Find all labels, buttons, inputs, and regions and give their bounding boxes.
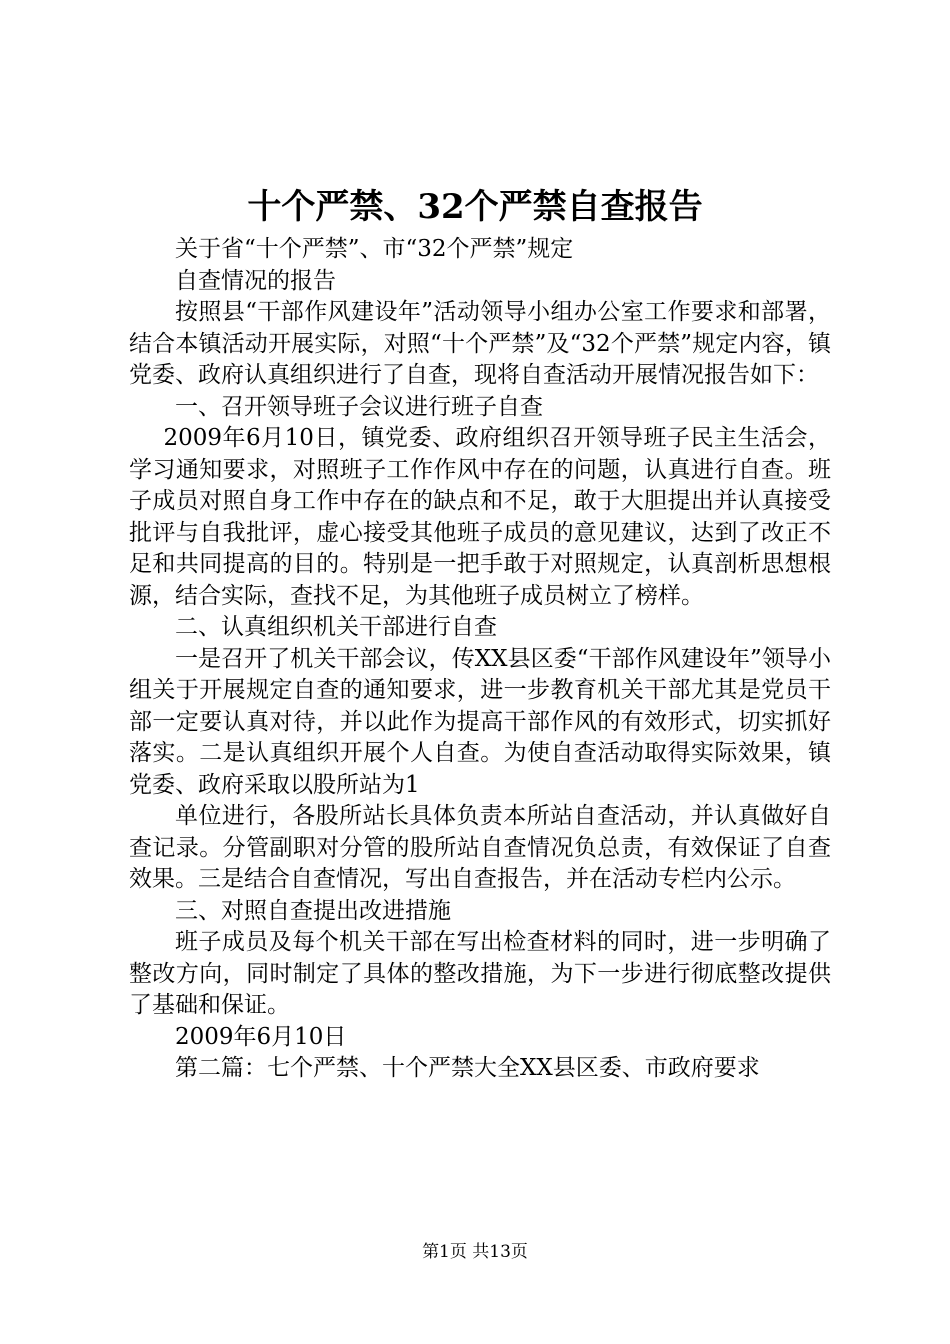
document-title: 十个严禁、32个严禁自查报告 xyxy=(247,187,703,227)
document-body xyxy=(129,234,831,1085)
paragraph-intro: 按照县“干部作风建设年”活动领导小组办公室工作要求和部署，结合本镇活动开展实际，对照“十个严禁”及“32个严禁”规定内容，镇党委、政府认真组织进行了自查，现将自查活动开展情况报告如下： xyxy=(129,299,831,388)
date-line: 2009年6月10日 xyxy=(175,1023,347,1050)
paragraph-subtitle-line-2: 自查情况的报告 xyxy=(175,267,336,294)
paragraph-section-1: 2009年6月10日，镇党委、政府组织召开领导班子民主生活会，学习通知要求，对照班子工作作风中存在的问题，认真进行自查。班子成员对照自身工作中存在的缺点和不足，敢于大胆提出并认真接受批评与自我批评，虚心接受其他班子成员的意见建议，达到了改正不足和共同提高的目的。特别是一把手敢于对照规定，认真剖析思想根源，结合实际，查找不足，为其他班子成员树立了榜样。 xyxy=(129,425,831,609)
paragraph-section-2b: 单位进行，各股所站长具体负责本所站自查活动，并认真做好自查记录。分管副职对分管的股所站自查情况负总责，有效保证了自查效果。三是结合自查情况，写出自查报告，并在活动专栏内公示。 xyxy=(129,803,831,892)
section-heading-2: 二、认真组织机关干部进行自查 xyxy=(175,614,497,640)
section-heading-3: 三、对照自查提出改进措施 xyxy=(175,897,451,924)
paragraph-section-2a: 一是召开了机关干部会议，传XX县区委“干部作风建设年”领导小组关于开展规定自查的通知要求，进一步教育机关干部尤其是党员干部一定要认真对待，并以此作为提高干部作风的有效形式，切实抓好落实。二是认真组织开展个人自查。为使自查活动取得实际效果，镇党委、政府采取以股所站为1 xyxy=(129,645,831,798)
page-footer: 第1页 共13页 xyxy=(422,1242,528,1262)
next-chapter-heading: 第二篇：七个严禁、十个严禁大全XX县区委、市政府要求 xyxy=(175,1055,760,1081)
section-heading-1: 一、召开领导班子会议进行班子自查 xyxy=(175,393,543,420)
paragraph-section-3: 班子成员及每个机关干部在写出检查材料的同时，进一步明确了整改方向，同时制定了具体的整改措施，为下一步进行彻底整改提供了基础和保证。 xyxy=(129,929,831,1018)
paragraph-subtitle-line-1: 关于省“十个严禁”、市“32个严禁”规定 xyxy=(175,236,574,262)
